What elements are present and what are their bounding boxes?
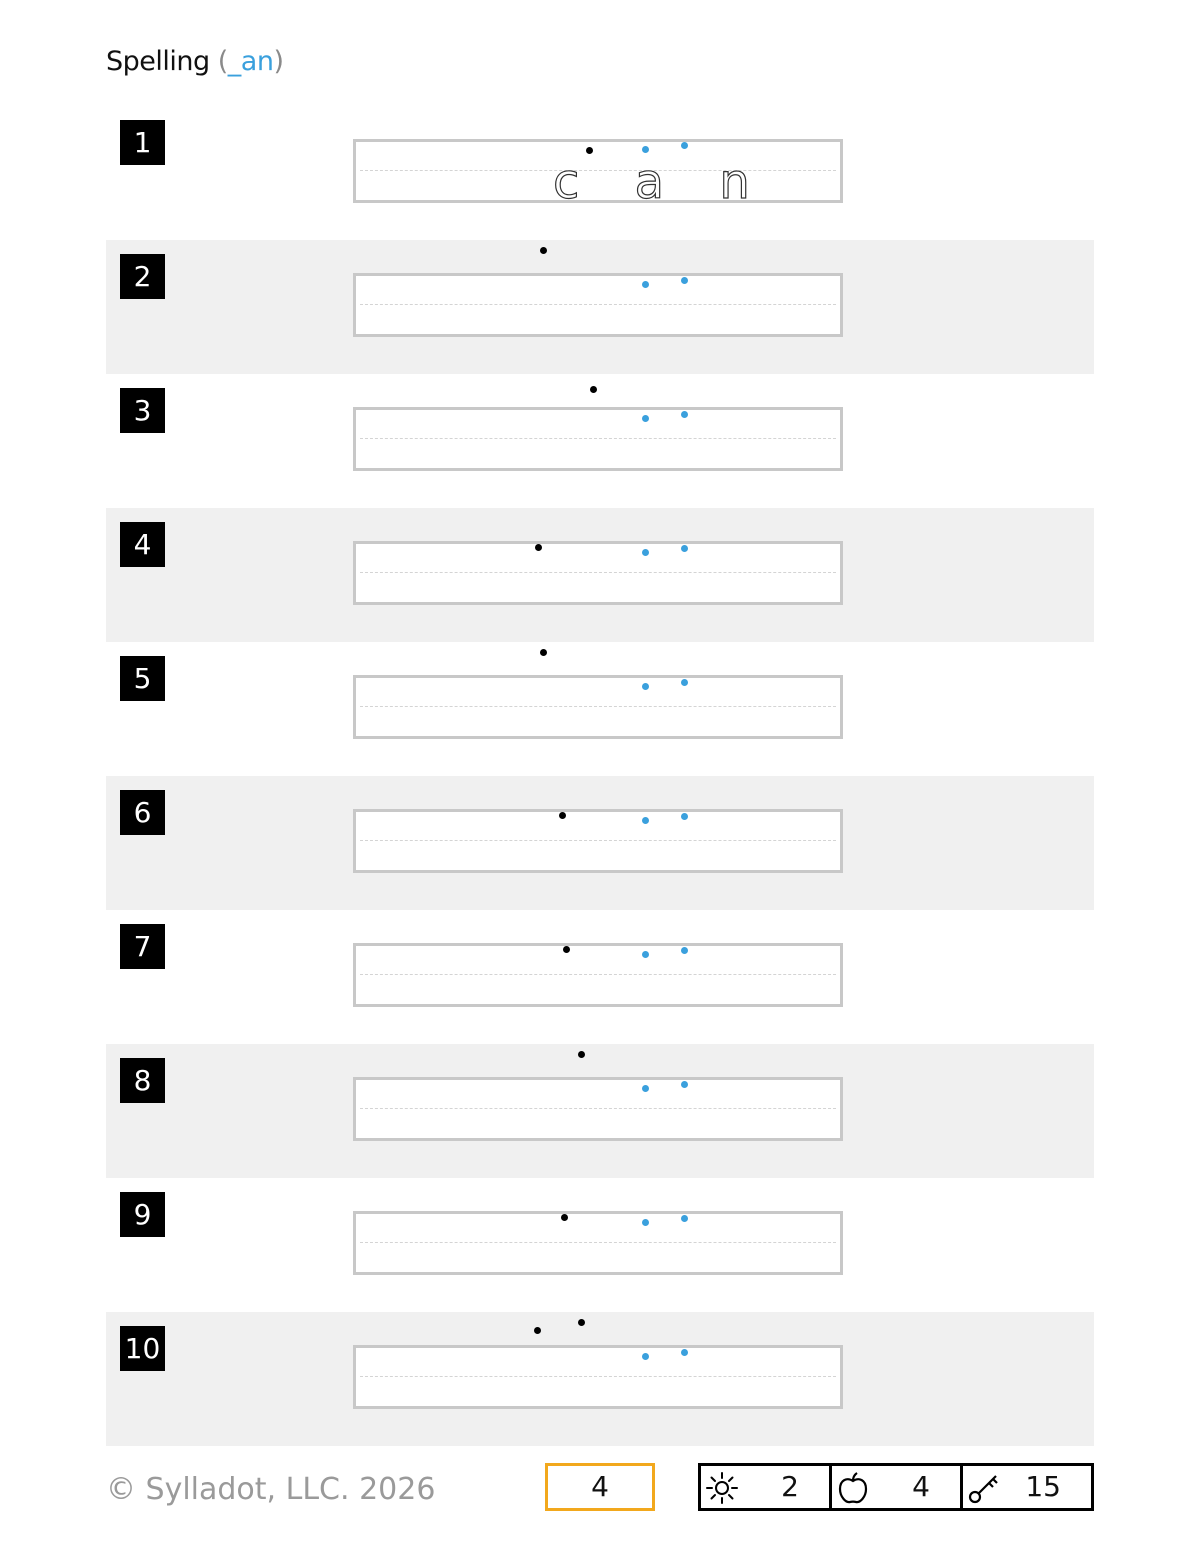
row-number-badge: 8 [120,1058,165,1103]
score-value-key: 15 [1025,1470,1061,1503]
title-paren-open: ( [217,46,228,77]
dashed-midline [360,974,836,975]
row-number-badge: 9 [120,1192,165,1237]
title-paren-close: ) [273,46,284,77]
start-dot-black [590,386,597,393]
start-dot-black [535,544,542,551]
page-title [106,46,284,77]
worksheet-row [106,1044,1094,1178]
dashed-midline [360,304,836,305]
writing-box[interactable] [353,273,843,337]
dashed-midline [360,438,836,439]
title-text: Spelling [106,46,210,77]
writing-box[interactable] [353,943,843,1007]
start-dot-black [540,247,547,254]
start-dot-blue [642,683,649,690]
writing-box[interactable] [353,407,843,471]
start-dot-blue [681,277,688,284]
start-dot-black [563,946,570,953]
start-dot-blue [642,1219,649,1226]
dashed-midline [360,1376,836,1377]
apple-icon [836,1471,870,1505]
worksheet-row [106,910,1094,1044]
start-dot-blue [642,146,649,153]
row-number-badge: 5 [120,656,165,701]
score-value-sun: 2 [781,1470,799,1503]
worksheet-row [106,508,1094,642]
start-dot-black [586,147,593,154]
score-cell-sun [701,1466,832,1508]
start-dot-blue [681,545,688,552]
worksheet-row [106,106,1094,240]
title-pattern: _an [227,46,274,77]
score-value-apple: 4 [912,1470,930,1503]
start-dot-black [578,1319,585,1326]
start-dot-blue [681,679,688,686]
dashed-midline [360,840,836,841]
sun-icon [705,1471,739,1505]
start-dot-blue [642,817,649,824]
start-dot-blue [681,1215,688,1222]
row-number-badge: 7 [120,924,165,969]
dashed-midline [360,1108,836,1109]
start-dot-blue [681,411,688,418]
worksheet-row [106,642,1094,776]
writing-box[interactable] [353,1077,843,1141]
writing-box[interactable] [353,675,843,739]
dashed-midline [360,706,836,707]
worksheet-row [106,1312,1094,1446]
dashed-midline [360,572,836,573]
start-dot-blue [681,947,688,954]
key-icon [967,1471,1001,1505]
writing-box[interactable] [353,139,843,210]
score-cell-key [963,1466,1091,1508]
row-number-badge: 4 [120,522,165,567]
row-number-badge: 10 [120,1326,165,1371]
start-dot-blue [642,1085,649,1092]
writing-box[interactable] [353,809,843,873]
start-dot-blue [681,1081,688,1088]
start-dot-blue [642,415,649,422]
start-dot-blue [642,281,649,288]
score-cell-apple [832,1466,963,1508]
start-dot-black [561,1214,568,1221]
start-dot-blue [642,1353,649,1360]
traceable-example-word: c a n [553,154,770,210]
copyright-notice: © Sylladot, LLC. 2026 [106,1472,436,1507]
worksheet-row [106,240,1094,374]
start-dot-black [534,1327,541,1334]
writing-box[interactable] [353,1211,843,1275]
worksheet-row [106,1178,1094,1312]
row-number-badge: 2 [120,254,165,299]
start-dot-blue [681,1349,688,1356]
start-dot-blue [642,549,649,556]
score-bar [698,1463,1094,1511]
row-number-badge: 6 [120,790,165,835]
row-number-badge: 3 [120,388,165,433]
row-number-badge: 1 [120,120,165,165]
start-dot-blue [681,813,688,820]
start-dot-blue [642,951,649,958]
word-count-box: 4 [545,1463,655,1511]
start-dot-black [540,649,547,656]
dashed-midline [360,1242,836,1243]
start-dot-blue [681,142,688,149]
worksheet-row [106,776,1094,910]
writing-box[interactable] [353,1345,843,1409]
worksheet-row [106,374,1094,508]
start-dot-black [559,812,566,819]
writing-box[interactable] [353,541,843,605]
start-dot-black [578,1051,585,1058]
